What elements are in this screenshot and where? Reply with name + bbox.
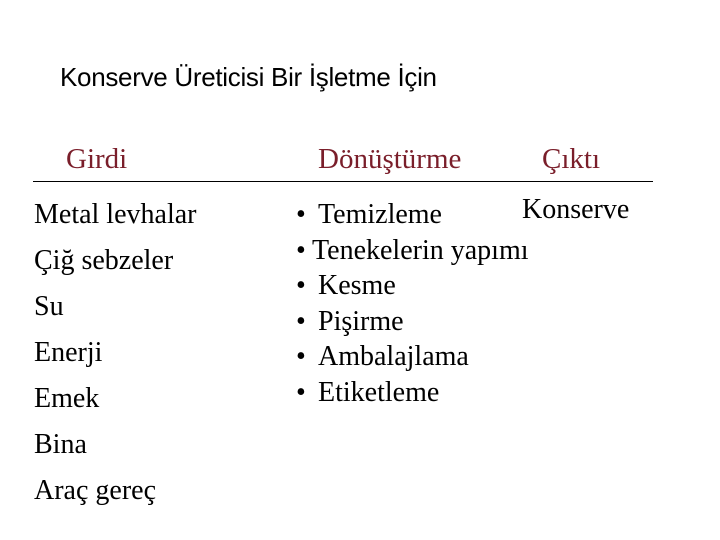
input-list (34, 196, 196, 518)
process-list (296, 199, 529, 412)
input-item: Emek (34, 383, 100, 414)
process-item (296, 199, 529, 235)
input-column-header: Girdi (66, 143, 128, 175)
slide-title: Konserve Üreticisi Bir İşletme İçin (60, 62, 437, 92)
process-item (296, 377, 529, 413)
input-item: Çiğ sebzeler (34, 245, 174, 276)
process-item-label: Kesme (318, 270, 396, 301)
process-item-label: Pişirme (318, 305, 404, 337)
process-item (296, 341, 529, 377)
output-column-header: Çıktı (542, 143, 601, 175)
bullet-icon: • (296, 270, 306, 301)
process-item-label: Etiketleme (318, 376, 440, 408)
bullet-icon: • (296, 234, 306, 266)
process-item-label: Temizleme (318, 199, 442, 230)
input-item: Metal levhalar (34, 199, 197, 230)
bullet-icon: • (296, 305, 306, 337)
input-item: Enerji (34, 337, 103, 368)
header-divider (33, 181, 653, 182)
process-item (296, 306, 529, 342)
process-item-label: Tenekelerin yapımı (312, 234, 529, 266)
bullet-icon: • (296, 199, 306, 230)
input-item: Bina (34, 429, 87, 460)
input-item: Su (34, 291, 64, 322)
bullet-icon: • (296, 376, 306, 408)
process-item-label: Ambalajlama (318, 341, 469, 372)
bullet-icon: • (296, 341, 306, 372)
process-column-header: Dönüştürme (318, 143, 462, 175)
output-item: Konserve (522, 194, 630, 225)
input-item: Araç gereç (34, 475, 157, 506)
process-item (296, 235, 529, 271)
process-item (296, 270, 529, 306)
